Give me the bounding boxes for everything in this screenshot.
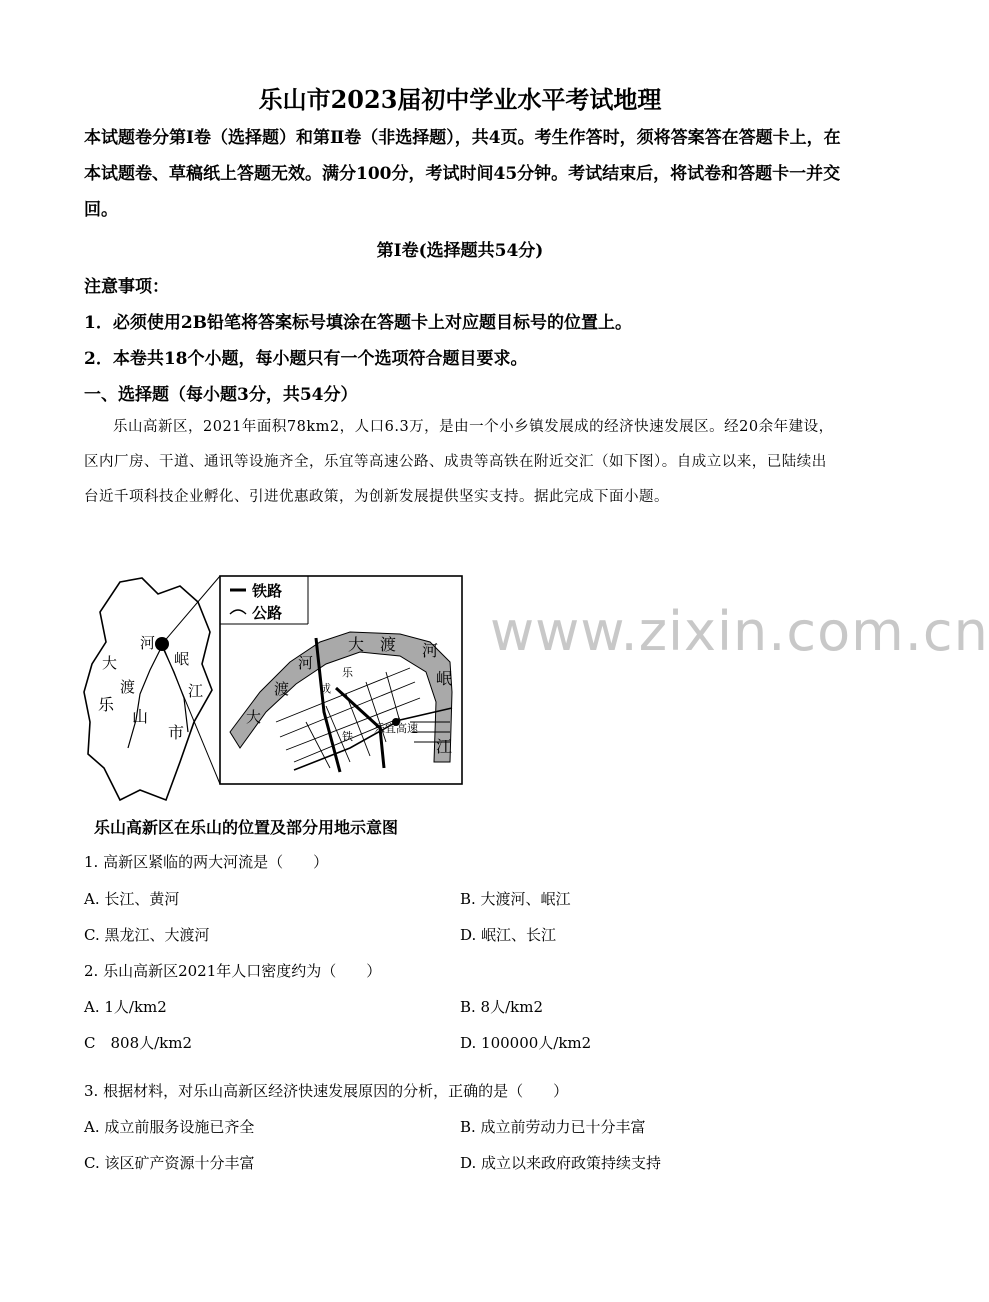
page-title: 乐山市2023届初中学业水平考试地理 — [258, 85, 662, 114]
legend-road: 公路 — [252, 604, 283, 622]
q2-option-d[interactable]: D. 100000人/km2 — [460, 1034, 592, 1052]
left-label-da: 大 — [102, 654, 118, 672]
question-1-stem: 1. 高新区紧临的两大河流是（ ） — [84, 853, 329, 871]
legend-rail: 铁路 — [252, 582, 283, 600]
right-label-du2: 渡 — [274, 680, 290, 698]
left-label-jiang: 江 — [188, 682, 204, 700]
q3-option-d[interactable]: D. 成立以来政府政策持续支持 — [460, 1154, 662, 1172]
q3-option-c[interactable]: C. 该区矿产资源十分丰富 — [84, 1154, 255, 1172]
q3-option-a[interactable]: A. 成立前服务设施已齐全 — [84, 1118, 255, 1136]
q1-option-c[interactable]: C. 黑龙江、大渡河 — [84, 926, 210, 944]
exam-instructions: 本试题卷分第Ⅰ卷（选择题）和第Ⅱ卷（非选择题），共4页。考生作答时，须将答案答在答题卡上，在本试题卷、草稿纸上答题无效。满分100分，考试时间45分钟。考试结束后，将试卷和答题卡一并交回。 — [84, 128, 841, 220]
note-1: 1．必须使用2B铅笔将答案标号填涂在答题卡上对应题目标号的位置上。 — [84, 313, 633, 333]
q3-option-b[interactable]: B. 成立前劳动力已十分丰富 — [460, 1118, 646, 1136]
right-label-da: 大 — [348, 635, 365, 654]
material-paragraph: 乐山高新区，2021年面积78km2，人口6.3万，是由一个小乡镇发展成的经济快速发展区。经20余年建设，区内厂房、干道、通讯等设施齐全，乐宜等高速公路、成贵等高铁在附近交汇（如下图）。自成立以来，已陆续出台近千项科技企业孵化、引进优惠政策，为创新发展提供坚实支持。据此完成下面小题。 — [84, 419, 834, 505]
right-label-road2: 乐 — [342, 666, 353, 679]
left-label-min: 岷 — [174, 650, 190, 668]
right-label-du: 渡 — [380, 635, 397, 654]
q2-option-c[interactable]: C 808人/km2 — [84, 1034, 193, 1052]
right-label-he2: 河 — [298, 654, 314, 672]
left-label-shi: 市 — [168, 723, 185, 742]
right-label-road3: 铁 — [342, 730, 353, 743]
map-caption: 乐山高新区在乐山的位置及部分用地示意图 — [94, 818, 399, 837]
right-label-road1: 成 — [320, 682, 331, 695]
q1-option-a[interactable]: A. 长江、黄河 — [84, 890, 180, 908]
right-label-he: 河 — [422, 641, 439, 660]
q1-option-b[interactable]: B. 大渡河、岷江 — [460, 890, 571, 908]
left-label-shan: 山 — [132, 707, 149, 726]
right-label-jiang: 江 — [436, 737, 453, 756]
location-map — [80, 572, 465, 807]
part1-heading: 第Ⅰ卷(选择题共54分) — [376, 241, 544, 261]
left-label-le: 乐 — [98, 695, 115, 714]
left-label-du: 渡 — [120, 678, 136, 696]
q2-option-b[interactable]: B. 8人/km2 — [460, 998, 544, 1016]
right-label-da2: 大 — [246, 708, 262, 726]
section-heading: 一、选择题（每小题3分，共54分） — [84, 385, 358, 405]
notes-heading: 注意事项： — [84, 277, 169, 297]
watermark: www.zixin.com.cn — [490, 600, 989, 663]
left-label-he: 河 — [140, 634, 156, 652]
right-label-leyi: 乐宜高速 — [374, 722, 418, 735]
right-label-min: 岷 — [436, 669, 453, 688]
question-3-stem: 3. 根据材料，对乐山高新区经济快速发展原因的分析，正确的是（ ） — [84, 1082, 569, 1100]
q2-option-a[interactable]: A. 1人/km2 — [84, 998, 167, 1016]
q1-option-d[interactable]: D. 岷江、长江 — [460, 926, 557, 944]
note-2: 2．本卷共18个小题，每小题只有一个选项符合题目要求。 — [84, 349, 528, 369]
question-2-stem: 2. 乐山高新区2021年人口密度约为（ ） — [84, 962, 382, 980]
